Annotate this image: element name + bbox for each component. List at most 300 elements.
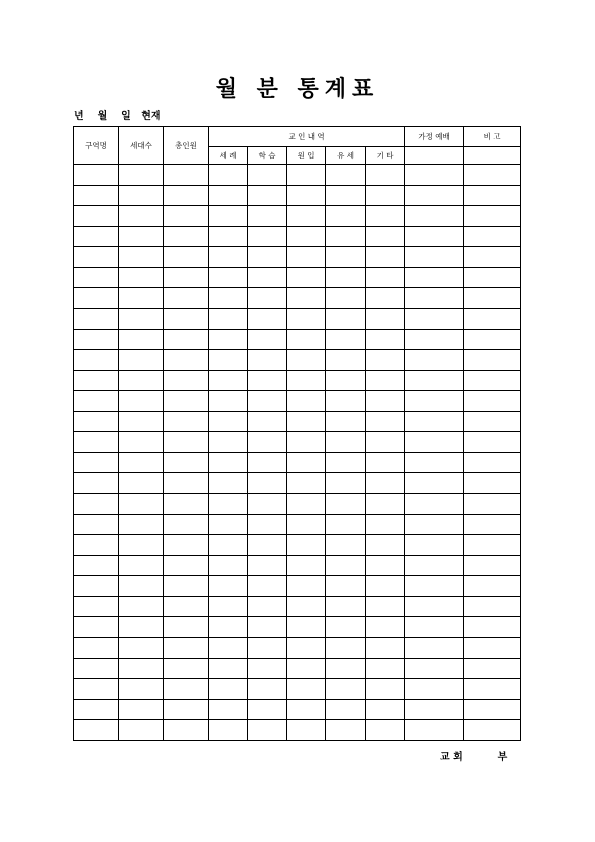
table-cell[interactable] xyxy=(326,247,366,268)
table-cell[interactable] xyxy=(287,432,326,453)
table-cell[interactable] xyxy=(209,637,248,658)
table-cell[interactable] xyxy=(405,452,464,473)
table-cell[interactable] xyxy=(164,473,209,494)
table-cell[interactable] xyxy=(287,391,326,412)
table-cell[interactable] xyxy=(366,679,405,700)
table-cell[interactable] xyxy=(464,576,521,597)
table-cell[interactable] xyxy=(119,288,164,309)
table-cell[interactable] xyxy=(74,432,119,453)
table-cell[interactable] xyxy=(405,350,464,371)
table-cell[interactable] xyxy=(164,720,209,741)
table-cell[interactable] xyxy=(366,637,405,658)
table-cell[interactable] xyxy=(164,267,209,288)
table-cell[interactable] xyxy=(366,555,405,576)
table-cell[interactable] xyxy=(464,617,521,638)
table-cell[interactable] xyxy=(464,267,521,288)
table-cell[interactable] xyxy=(119,679,164,700)
table-cell[interactable] xyxy=(74,308,119,329)
table-cell[interactable] xyxy=(287,494,326,515)
table-cell[interactable] xyxy=(464,473,521,494)
table-cell[interactable] xyxy=(326,637,366,658)
table-row xyxy=(74,637,521,658)
table-cell[interactable] xyxy=(119,596,164,617)
table-cell[interactable] xyxy=(464,658,521,679)
table-cell[interactable] xyxy=(287,411,326,432)
table-cell[interactable] xyxy=(248,288,287,309)
table-cell[interactable] xyxy=(464,720,521,741)
table-cell[interactable] xyxy=(209,411,248,432)
table-cell[interactable] xyxy=(405,329,464,350)
table-cell[interactable] xyxy=(464,637,521,658)
table-cell[interactable] xyxy=(164,370,209,391)
statistics-table xyxy=(73,126,521,741)
table-cell[interactable] xyxy=(326,720,366,741)
table-cell[interactable] xyxy=(119,617,164,638)
table-cell[interactable] xyxy=(287,288,326,309)
table-cell[interactable] xyxy=(119,576,164,597)
table-cell[interactable] xyxy=(405,370,464,391)
table-cell[interactable] xyxy=(287,699,326,720)
table-cell[interactable] xyxy=(164,535,209,556)
table-cell[interactable] xyxy=(119,699,164,720)
table-cell[interactable] xyxy=(366,370,405,391)
table-cell[interactable] xyxy=(326,617,366,638)
table-row xyxy=(74,514,521,535)
table-cell[interactable] xyxy=(74,411,119,432)
table-cell[interactable] xyxy=(287,473,326,494)
table-cell[interactable] xyxy=(209,514,248,535)
table-cell[interactable] xyxy=(366,247,405,268)
table-cell[interactable] xyxy=(287,206,326,227)
remarks-blank-cell xyxy=(464,147,521,165)
table-row xyxy=(74,473,521,494)
table-cell[interactable] xyxy=(405,637,464,658)
table-cell[interactable] xyxy=(405,494,464,515)
table-cell[interactable] xyxy=(326,185,366,206)
table-cell[interactable] xyxy=(464,206,521,227)
table-cell[interactable] xyxy=(366,411,405,432)
table-cell[interactable] xyxy=(405,432,464,453)
table-cell[interactable] xyxy=(405,679,464,700)
table-cell[interactable] xyxy=(326,329,366,350)
table-cell[interactable] xyxy=(248,535,287,556)
table-cell[interactable] xyxy=(248,329,287,350)
table-cell[interactable] xyxy=(464,494,521,515)
table-cell[interactable] xyxy=(248,555,287,576)
table-cell[interactable] xyxy=(74,617,119,638)
table-cell[interactable] xyxy=(164,555,209,576)
table-cell[interactable] xyxy=(287,514,326,535)
table-cell[interactable] xyxy=(74,391,119,412)
table-cell[interactable] xyxy=(326,514,366,535)
table-cell[interactable] xyxy=(405,576,464,597)
table-cell[interactable] xyxy=(164,699,209,720)
table-cell[interactable] xyxy=(287,555,326,576)
table-cell[interactable] xyxy=(119,370,164,391)
table-cell[interactable] xyxy=(464,185,521,206)
table-cell[interactable] xyxy=(326,452,366,473)
header-remarks: 비 고 xyxy=(464,127,521,147)
table-cell[interactable] xyxy=(248,350,287,371)
table-cell[interactable] xyxy=(209,432,248,453)
table-cell[interactable] xyxy=(366,308,405,329)
table-cell[interactable] xyxy=(209,535,248,556)
table-cell[interactable] xyxy=(248,247,287,268)
table-cell[interactable] xyxy=(164,658,209,679)
table-cell[interactable] xyxy=(287,185,326,206)
table-cell[interactable] xyxy=(248,391,287,412)
table-cell[interactable] xyxy=(164,165,209,186)
table-cell[interactable] xyxy=(464,411,521,432)
table-cell[interactable] xyxy=(164,206,209,227)
table-cell[interactable] xyxy=(464,308,521,329)
table-cell[interactable] xyxy=(209,720,248,741)
table-cell[interactable] xyxy=(164,514,209,535)
table-cell[interactable] xyxy=(74,596,119,617)
table-cell[interactable] xyxy=(119,535,164,556)
table-cell[interactable] xyxy=(248,411,287,432)
table-cell[interactable] xyxy=(366,658,405,679)
table-cell[interactable] xyxy=(248,617,287,638)
table-cell[interactable] xyxy=(326,576,366,597)
table-cell[interactable] xyxy=(326,473,366,494)
table-cell[interactable] xyxy=(287,226,326,247)
table-cell[interactable] xyxy=(366,165,405,186)
table-cell[interactable] xyxy=(74,473,119,494)
table-cell[interactable] xyxy=(326,494,366,515)
table-row xyxy=(74,494,521,515)
table-cell[interactable] xyxy=(164,247,209,268)
table-cell[interactable] xyxy=(405,308,464,329)
table-cell[interactable] xyxy=(366,185,405,206)
table-row xyxy=(74,247,521,268)
table-cell[interactable] xyxy=(464,329,521,350)
table-cell[interactable] xyxy=(366,596,405,617)
table-cell[interactable] xyxy=(119,308,164,329)
table-cell[interactable] xyxy=(248,596,287,617)
table-cell[interactable] xyxy=(119,720,164,741)
table-cell[interactable] xyxy=(209,555,248,576)
table-cell[interactable] xyxy=(287,576,326,597)
table-cell[interactable] xyxy=(164,226,209,247)
table-cell[interactable] xyxy=(464,226,521,247)
table-cell[interactable] xyxy=(405,658,464,679)
table-cell[interactable] xyxy=(405,473,464,494)
table-row xyxy=(74,596,521,617)
table-cell[interactable] xyxy=(74,226,119,247)
table-cell[interactable] xyxy=(209,226,248,247)
table-cell[interactable] xyxy=(326,206,366,227)
table-cell[interactable] xyxy=(287,165,326,186)
table-cell[interactable] xyxy=(287,658,326,679)
table-cell[interactable] xyxy=(464,452,521,473)
table-cell[interactable] xyxy=(366,350,405,371)
table-cell[interactable] xyxy=(366,288,405,309)
table-cell[interactable] xyxy=(74,329,119,350)
table-cell[interactable] xyxy=(248,494,287,515)
table-cell[interactable] xyxy=(248,637,287,658)
table-cell[interactable] xyxy=(119,329,164,350)
table-cell[interactable] xyxy=(366,206,405,227)
table-cell[interactable] xyxy=(209,473,248,494)
table-cell[interactable] xyxy=(326,165,366,186)
table-cell[interactable] xyxy=(209,617,248,638)
table-cell[interactable] xyxy=(248,514,287,535)
table-cell[interactable] xyxy=(74,658,119,679)
table-cell[interactable] xyxy=(119,185,164,206)
subheader-catechumen: 학 습 xyxy=(248,147,287,165)
table-cell[interactable] xyxy=(119,494,164,515)
table-cell[interactable] xyxy=(164,308,209,329)
table-cell[interactable] xyxy=(74,699,119,720)
table-cell[interactable] xyxy=(164,452,209,473)
table-cell[interactable] xyxy=(287,247,326,268)
table-cell[interactable] xyxy=(119,432,164,453)
table-cell[interactable] xyxy=(464,432,521,453)
table-cell[interactable] xyxy=(164,391,209,412)
table-cell[interactable] xyxy=(326,699,366,720)
table-cell[interactable] xyxy=(119,658,164,679)
table-cell[interactable] xyxy=(164,329,209,350)
table-cell[interactable] xyxy=(405,391,464,412)
table-cell[interactable] xyxy=(366,535,405,556)
table-cell[interactable] xyxy=(248,720,287,741)
table-cell[interactable] xyxy=(209,679,248,700)
table-cell[interactable] xyxy=(326,432,366,453)
table-cell[interactable] xyxy=(366,576,405,597)
table-cell[interactable] xyxy=(119,350,164,371)
table-cell[interactable] xyxy=(248,370,287,391)
table-cell[interactable] xyxy=(209,576,248,597)
table-cell[interactable] xyxy=(287,535,326,556)
table-cell[interactable] xyxy=(405,165,464,186)
table-cell[interactable] xyxy=(366,329,405,350)
table-cell[interactable] xyxy=(326,226,366,247)
table-cell[interactable] xyxy=(74,452,119,473)
table-cell[interactable] xyxy=(248,308,287,329)
table-cell[interactable] xyxy=(74,679,119,700)
table-cell[interactable] xyxy=(326,411,366,432)
table-row xyxy=(74,288,521,309)
table-cell[interactable] xyxy=(405,185,464,206)
table-cell[interactable] xyxy=(119,555,164,576)
table-cell[interactable] xyxy=(248,576,287,597)
table-cell[interactable] xyxy=(464,165,521,186)
table-cell[interactable] xyxy=(287,617,326,638)
table-cell[interactable] xyxy=(464,535,521,556)
table-cell[interactable] xyxy=(326,658,366,679)
table-cell[interactable] xyxy=(164,432,209,453)
table-cell[interactable] xyxy=(74,206,119,227)
table-cell[interactable] xyxy=(209,699,248,720)
table-cell[interactable] xyxy=(464,514,521,535)
table-cell[interactable] xyxy=(287,370,326,391)
header-total-members: 총인원 xyxy=(164,127,209,165)
table-cell[interactable] xyxy=(74,535,119,556)
table-row xyxy=(74,617,521,638)
table-cell[interactable] xyxy=(119,514,164,535)
table-cell[interactable] xyxy=(164,679,209,700)
table-cell[interactable] xyxy=(119,452,164,473)
table-cell[interactable] xyxy=(326,535,366,556)
table-cell[interactable] xyxy=(287,679,326,700)
table-cell[interactable] xyxy=(405,514,464,535)
table-cell[interactable] xyxy=(287,350,326,371)
table-cell[interactable] xyxy=(74,514,119,535)
table-cell[interactable] xyxy=(164,637,209,658)
table-cell[interactable] xyxy=(119,165,164,186)
table-cell[interactable] xyxy=(366,494,405,515)
table-cell[interactable] xyxy=(119,267,164,288)
table-cell[interactable] xyxy=(209,370,248,391)
table-cell[interactable] xyxy=(405,411,464,432)
table-cell[interactable] xyxy=(405,535,464,556)
table-row xyxy=(74,226,521,247)
table-cell[interactable] xyxy=(464,370,521,391)
table-cell[interactable] xyxy=(209,185,248,206)
table-cell[interactable] xyxy=(326,679,366,700)
table-cell[interactable] xyxy=(248,432,287,453)
table-cell[interactable] xyxy=(326,267,366,288)
table-cell[interactable] xyxy=(209,658,248,679)
table-cell[interactable] xyxy=(464,596,521,617)
table-row xyxy=(74,329,521,350)
table-cell[interactable] xyxy=(326,391,366,412)
table-cell[interactable] xyxy=(248,473,287,494)
table-cell[interactable] xyxy=(209,206,248,227)
table-cell[interactable] xyxy=(405,720,464,741)
table-cell[interactable] xyxy=(405,596,464,617)
table-cell[interactable] xyxy=(119,637,164,658)
table-cell[interactable] xyxy=(164,411,209,432)
table-cell[interactable] xyxy=(209,596,248,617)
table-cell[interactable] xyxy=(248,165,287,186)
table-cell[interactable] xyxy=(287,267,326,288)
table-cell[interactable] xyxy=(164,576,209,597)
table-cell[interactable] xyxy=(405,247,464,268)
table-cell[interactable] xyxy=(74,370,119,391)
table-cell[interactable] xyxy=(287,308,326,329)
table-cell[interactable] xyxy=(366,391,405,412)
table-cell[interactable] xyxy=(464,247,521,268)
table-cell[interactable] xyxy=(287,329,326,350)
table-cell[interactable] xyxy=(464,350,521,371)
table-cell[interactable] xyxy=(119,411,164,432)
table-cell[interactable] xyxy=(164,596,209,617)
table-cell[interactable] xyxy=(248,185,287,206)
table-row xyxy=(74,308,521,329)
table-cell[interactable] xyxy=(248,699,287,720)
table-cell[interactable] xyxy=(366,226,405,247)
subheader-infant-baptism: 유 세 xyxy=(326,147,366,165)
table-cell[interactable] xyxy=(209,267,248,288)
table-cell[interactable] xyxy=(209,494,248,515)
table-cell[interactable] xyxy=(74,637,119,658)
table-cell[interactable] xyxy=(209,165,248,186)
table-cell[interactable] xyxy=(209,288,248,309)
table-cell[interactable] xyxy=(326,308,366,329)
table-cell[interactable] xyxy=(119,206,164,227)
table-cell[interactable] xyxy=(405,288,464,309)
table-cell[interactable] xyxy=(209,247,248,268)
table-cell[interactable] xyxy=(74,555,119,576)
table-cell[interactable] xyxy=(119,247,164,268)
table-cell[interactable] xyxy=(464,679,521,700)
table-cell[interactable] xyxy=(405,555,464,576)
table-cell[interactable] xyxy=(326,370,366,391)
table-cell[interactable] xyxy=(405,267,464,288)
table-cell[interactable] xyxy=(248,226,287,247)
table-cell[interactable] xyxy=(464,699,521,720)
header-member-breakdown: 교 인 내 역 xyxy=(209,127,405,147)
table-cell[interactable] xyxy=(366,432,405,453)
table-row xyxy=(74,350,521,371)
table-cell[interactable] xyxy=(248,658,287,679)
table-cell[interactable] xyxy=(464,288,521,309)
table-cell[interactable] xyxy=(287,452,326,473)
table-cell[interactable] xyxy=(164,288,209,309)
table-cell[interactable] xyxy=(405,206,464,227)
table-cell[interactable] xyxy=(74,165,119,186)
table-cell[interactable] xyxy=(119,473,164,494)
table-cell[interactable] xyxy=(248,679,287,700)
table-cell[interactable] xyxy=(74,576,119,597)
table-cell[interactable] xyxy=(326,596,366,617)
table-cell[interactable] xyxy=(74,720,119,741)
table-cell[interactable] xyxy=(287,637,326,658)
table-cell[interactable] xyxy=(464,391,521,412)
table-cell[interactable] xyxy=(326,555,366,576)
table-cell[interactable] xyxy=(366,617,405,638)
table-cell[interactable] xyxy=(209,350,248,371)
table-cell[interactable] xyxy=(119,226,164,247)
table-cell[interactable] xyxy=(209,452,248,473)
table-cell[interactable] xyxy=(164,494,209,515)
table-cell[interactable] xyxy=(464,555,521,576)
table-cell[interactable] xyxy=(366,514,405,535)
table-cell[interactable] xyxy=(209,391,248,412)
table-cell[interactable] xyxy=(287,596,326,617)
table-cell[interactable] xyxy=(405,226,464,247)
table-cell[interactable] xyxy=(405,617,464,638)
table-cell[interactable] xyxy=(287,720,326,741)
table-row xyxy=(74,679,521,700)
table-cell[interactable] xyxy=(405,699,464,720)
table-cell[interactable] xyxy=(74,350,119,371)
table-cell[interactable] xyxy=(248,452,287,473)
table-cell[interactable] xyxy=(366,267,405,288)
table-cell[interactable] xyxy=(366,452,405,473)
table-cell[interactable] xyxy=(326,350,366,371)
table-cell[interactable] xyxy=(209,308,248,329)
table-cell[interactable] xyxy=(74,267,119,288)
table-cell[interactable] xyxy=(164,185,209,206)
table-cell[interactable] xyxy=(248,267,287,288)
table-cell[interactable] xyxy=(248,206,287,227)
table-cell[interactable] xyxy=(366,720,405,741)
table-cell[interactable] xyxy=(74,247,119,268)
table-cell[interactable] xyxy=(209,329,248,350)
table-cell[interactable] xyxy=(326,288,366,309)
table-cell[interactable] xyxy=(119,391,164,412)
table-cell[interactable] xyxy=(164,617,209,638)
table-cell[interactable] xyxy=(74,288,119,309)
table-cell[interactable] xyxy=(366,473,405,494)
table-cell[interactable] xyxy=(74,494,119,515)
table-cell[interactable] xyxy=(366,699,405,720)
table-cell[interactable] xyxy=(74,185,119,206)
table-cell[interactable] xyxy=(164,350,209,371)
